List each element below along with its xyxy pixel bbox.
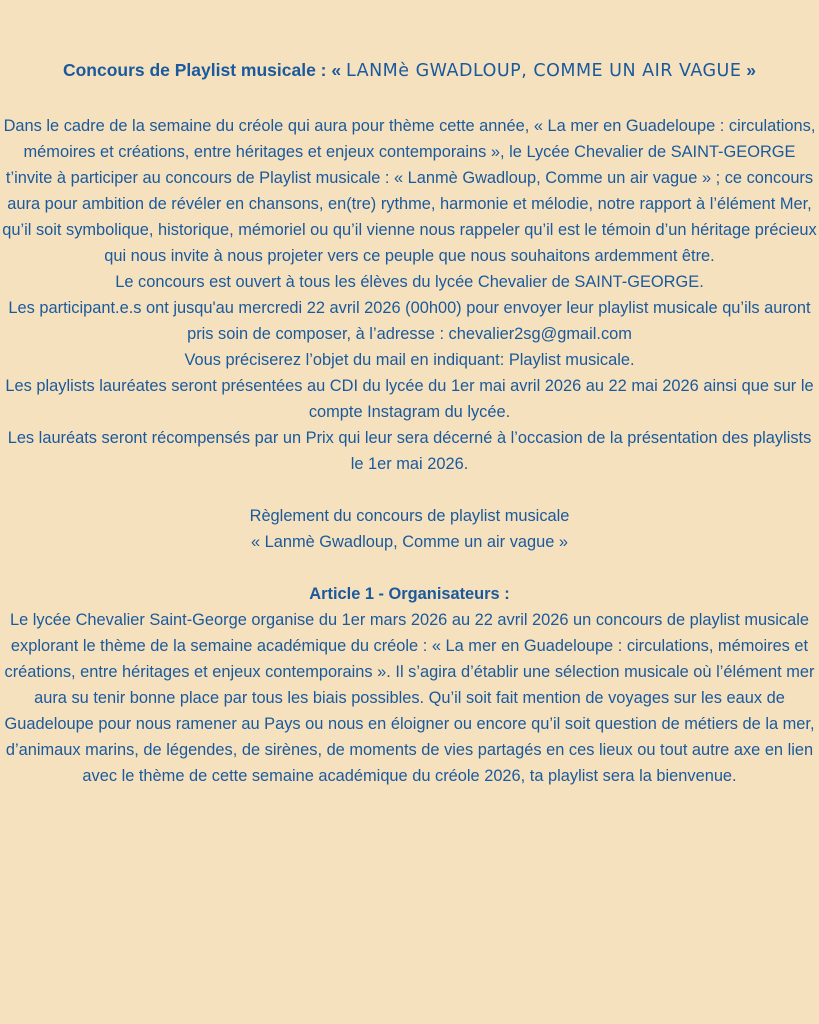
reglement-heading: Règlement du concours de playlist musicale	[249, 507, 570, 525]
deadline-paragraph: Les participant.e.s ont jusqu'au mercredi 22 avril 2026 (00h00) pour envoyer leur playlist musicale qu’ils auront pris soin de composer, à l’adresse : chevalier2sg@gmail.com	[8, 299, 811, 343]
spacer	[0, 555, 819, 581]
reglement-subheading: « Lanmè Gwadloup, Comme un air vague »	[250, 533, 569, 551]
intro-paragraph: Dans le cadre de la semaine du créole qui aura pour thème cette année, « La mer en Guadeloupe : circulations, mémoires et créations, entre héritages et enjeux contemporains », le Lycée Chevalier de SAINT-GEORGE t’invite à participer au concours de Playlist musicale : « Lanmè Gwadloup, Comme un air vague » ; ce concours aura pour ambition de révéler en chansons, en(tre) rythme, harmonie et mélodie, notre rapport à l’élément Mer, qu’il soit symbolique, historique, mémoriel ou qu’il vienne nous rappeler qu’il est le témoin d’un héritage précieux qui nous invite à nous projeter vers ce peuple que nous souhaitons ardemment être.	[2, 117, 817, 265]
spacer	[0, 477, 819, 503]
title-suffix: »	[741, 60, 757, 80]
presentation-paragraph: Les playlists lauréates seront présentées au CDI du lycée du 1er mai avril 2026 au 22 mai 2026 ainsi que sur le compte Instagram du lycée.	[5, 377, 814, 421]
title-prefix: Concours de Playlist musicale : «	[62, 60, 346, 80]
title-decorative-text: LANMè GWADLOUP, COMME UN AIR VAGUE	[345, 61, 742, 81]
article-1-title: Article 1 - Organisateurs :	[309, 585, 510, 603]
article-1-body: Le lycée Chevalier Saint-George organise du 1er mars 2026 au 22 avril 2026 un concours de playlist musicale explorant le thème de la semaine académique du créole : « La mer en Guadeloupe : circulations, mémoires et créations, entre héritages et enjeux contemporains ». Il s’agira d’établir une sélection musicale où l’élément mer aura su tenir bonne place par tous les biais possibles. Qu’il soit fait mention de voyages sur les eaux de Guadeloupe pour nous ramener au Pays ou nous en éloigner ou encore qu’il soit question de métiers de la mer, d’animaux marins, de légendes, de sirènes, de moments de vies partagés en ces lieux ou tout autre axe en lien avec le thème de cette semaine académique du créole 2026, ta playlist sera la bienvenue.	[4, 611, 815, 785]
eligibility-paragraph: Le concours est ouvert à tous les élèves du lycée Chevalier de SAINT-GEORGE.	[115, 273, 704, 291]
email-subject-paragraph: Vous préciserez l’objet du mail en indiquant: Playlist musicale.	[184, 351, 635, 369]
page-title	[0, 58, 819, 83]
awards-paragraph: Les lauréats seront récompensés par un Prix qui leur sera décerné à l’occasion de la présentation des playlists le 1er mai 2026.	[7, 429, 812, 473]
